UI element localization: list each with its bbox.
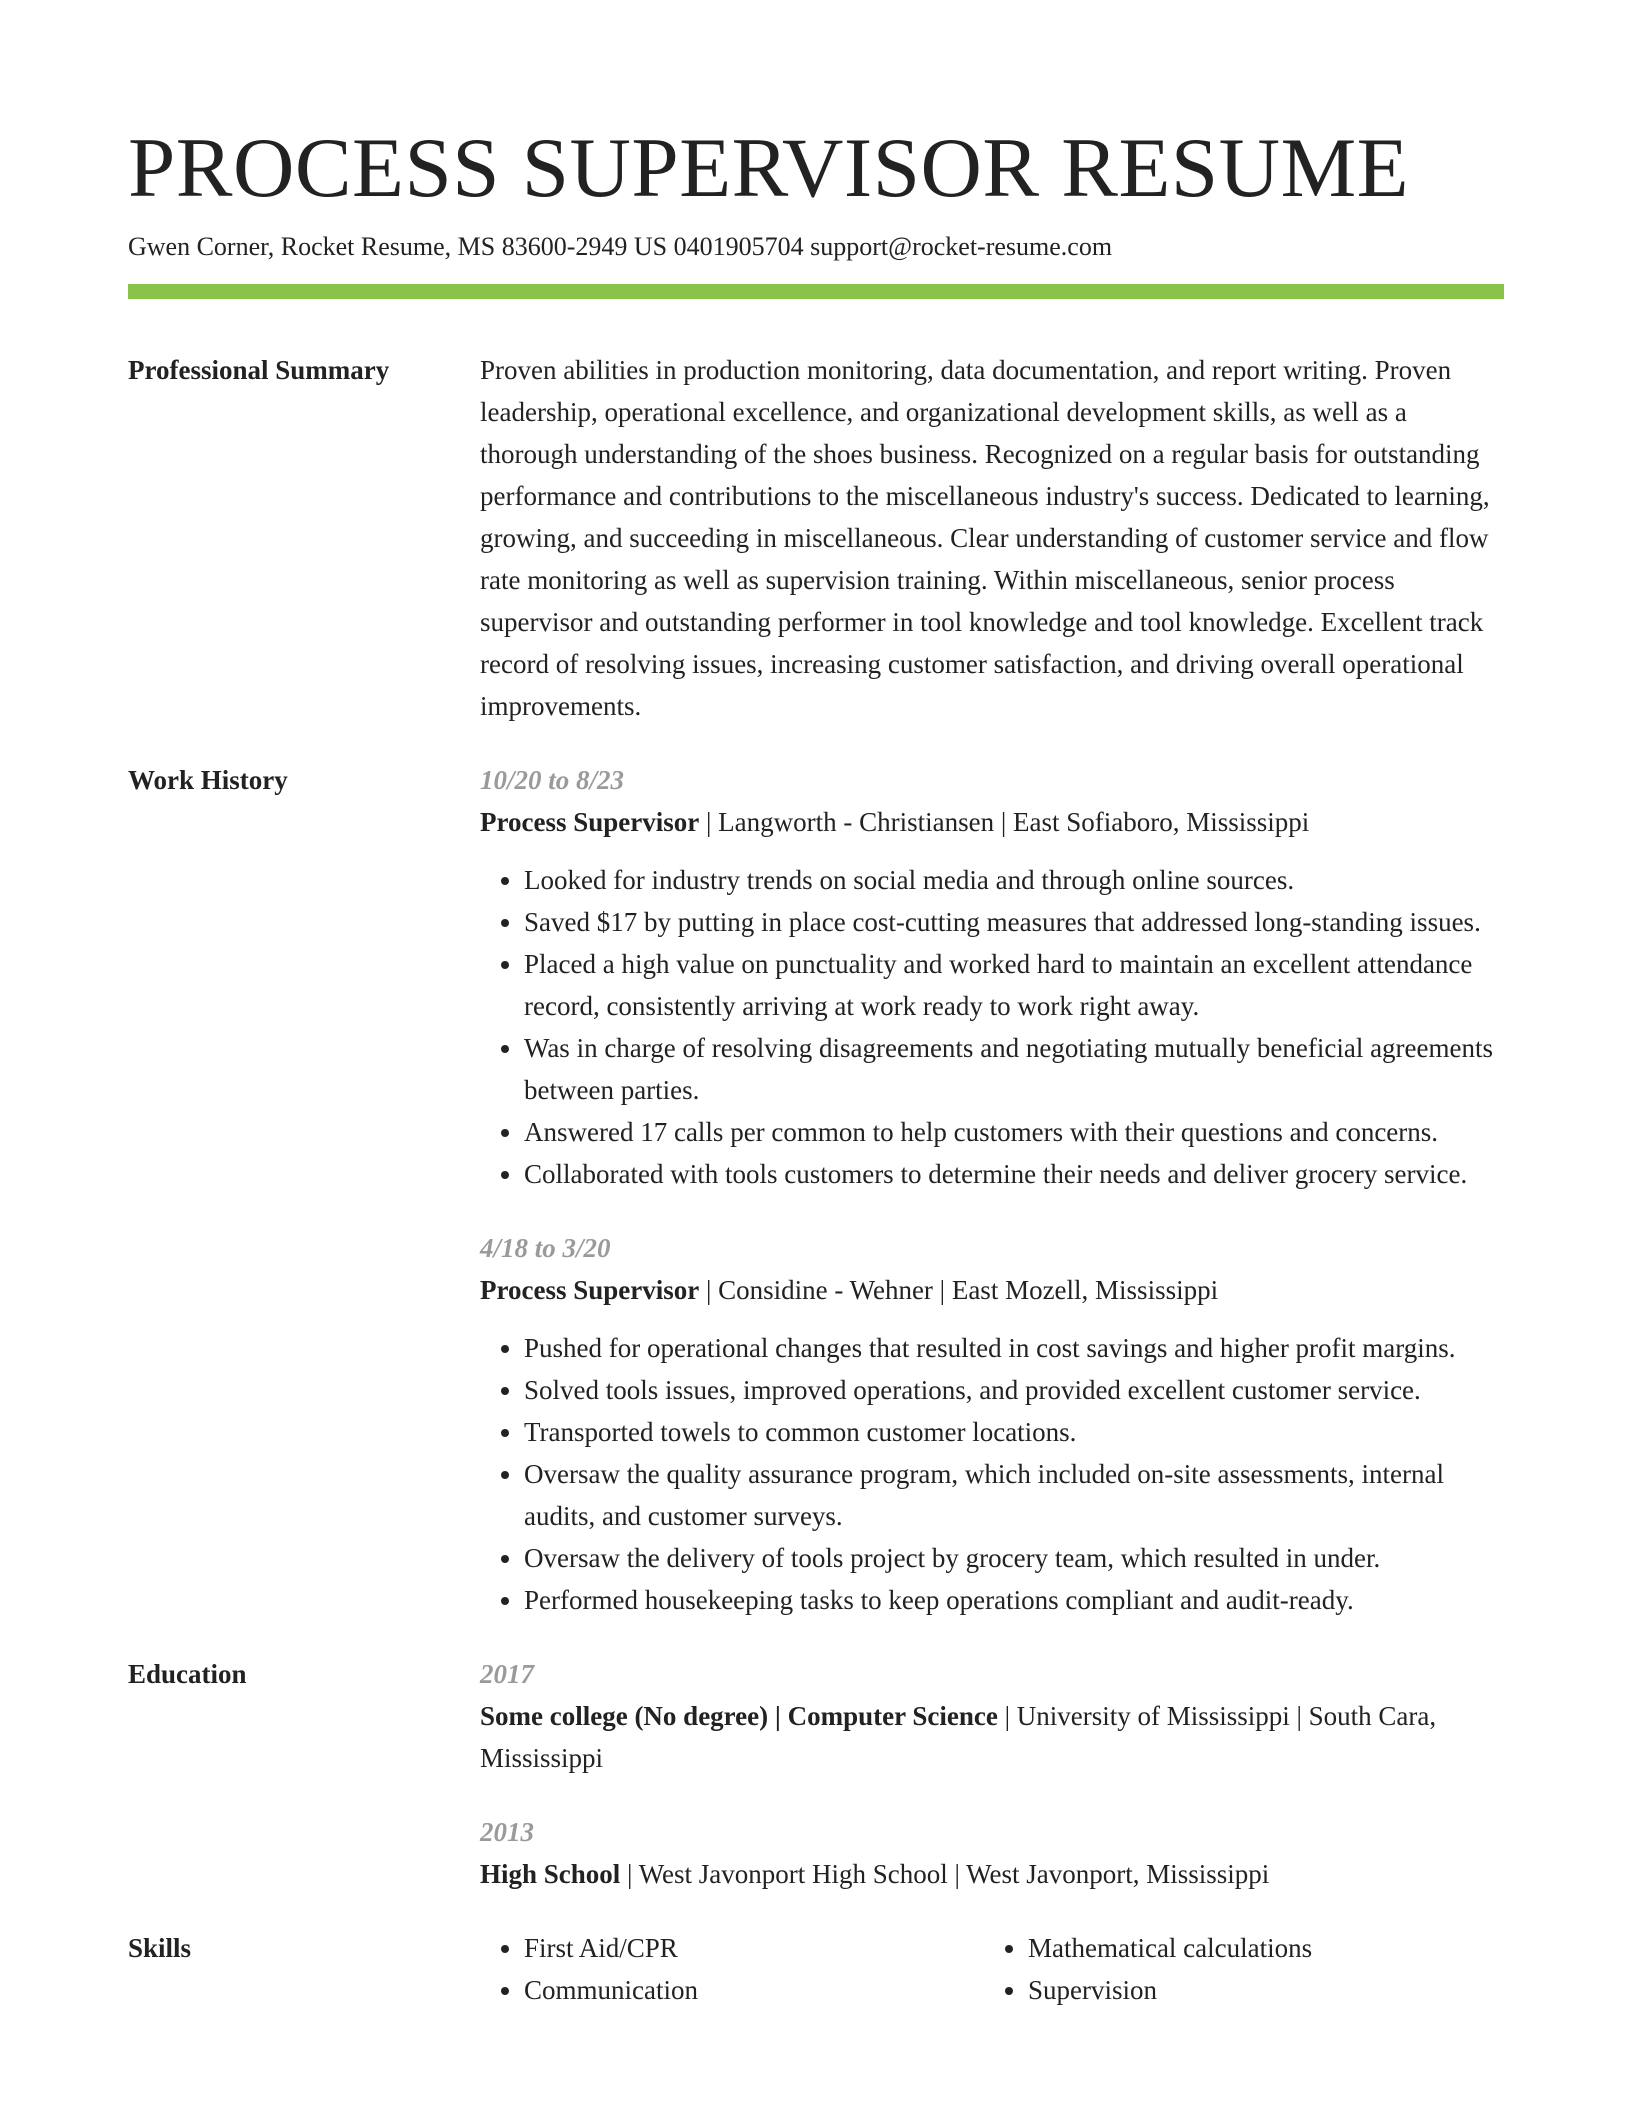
summary-section <box>128 349 1504 727</box>
summary-body <box>480 349 1504 727</box>
education-year: 2017 <box>480 1659 534 1689</box>
job-entry <box>480 1227 1504 1621</box>
work-history-section <box>128 759 1504 1621</box>
education-year: 2013 <box>480 1817 534 1847</box>
job-bullet: • Solved tools issues, improved operations, and provided excellent customer service. <box>524 1369 1504 1411</box>
job-title-line <box>480 801 1504 843</box>
education-entry <box>480 1653 1504 1779</box>
job-title: Process Supervisor <box>480 807 700 837</box>
job-bullet: • Oversaw the delivery of tools project by grocery team, which resulted in under. <box>524 1537 1504 1579</box>
education-line <box>480 1853 1504 1895</box>
job-dates: 10/20 to 8/23 <box>480 765 625 795</box>
skills-section <box>128 1927 1504 2011</box>
skills-list-right <box>984 1927 1488 2011</box>
skills-heading: Skills <box>128 1933 192 1963</box>
summary-text: Proven abilities in production monitoring, data documentation, and report writing. Proven leadership, operational excellence, and organizational development skills, as well as a thorough understanding of the shoes business. Recognized on a regular basis for outstanding performance and contributions to the miscellaneous industry's success. Dedicated to learning, growing, and succeeding in miscellaneous. Clear understanding of customer service and flow rate monitoring as well as supervision training. Within miscellaneous, senior process supervisor and outstanding performer in tool knowledge and tool knowledge. Excellent track record of resolving issues, increasing customer satisfaction, and driving overall operational improvements. <box>480 355 1490 721</box>
job-entry <box>480 759 1504 1195</box>
job-bullet: • Looked for industry trends on social media and through online sources. <box>524 859 1504 901</box>
job-title: Process Supervisor <box>480 1275 700 1305</box>
skill-item: • First Aid/CPR <box>524 1927 984 1969</box>
job-bullet: • Was in charge of resolving disagreements and negotiating mutually beneficial agreements between parties. <box>524 1027 1504 1111</box>
job-bullet: • Oversaw the quality assurance program, which included on-site assessments, internal audits, and customer surveys. <box>524 1453 1504 1537</box>
skill-item: • Communication <box>524 1969 984 2011</box>
education-heading: Education <box>128 1659 247 1689</box>
job-bullet: • Saved $17 by putting in place cost-cutting measures that addressed long-standing issues. <box>524 901 1504 943</box>
education-degree: Some college (No degree) | Computer Science <box>480 1701 998 1731</box>
education-body <box>480 1653 1504 1895</box>
job-bullet: • Collaborated with tools customers to determine their needs and deliver grocery service. <box>524 1153 1504 1195</box>
education-line <box>480 1695 1504 1779</box>
job-bullet: • Transported towels to common customer locations. <box>524 1411 1504 1453</box>
work-history-heading: Work History <box>128 765 288 795</box>
job-bullet: • Pushed for operational changes that resulted in cost savings and higher profit margins. <box>524 1327 1504 1369</box>
education-details: | West Javonport High School | West Javonport, Mississippi <box>620 1859 1270 1889</box>
job-dates: 4/18 to 3/20 <box>480 1233 611 1263</box>
skills-body <box>480 1927 1504 2011</box>
job-bullets <box>480 859 1504 1195</box>
job-details: | Considine - Wehner | East Mozell, Mississippi <box>699 1275 1219 1305</box>
education-details: | University of Mississippi | South Cara, Mississippi <box>480 1701 1437 1773</box>
job-details: | Langworth - Christiansen | East Sofiaboro, Mississippi <box>699 807 1310 837</box>
resume-title: PROCESS SUPERVISOR RESUME <box>128 121 1410 215</box>
job-bullet: • Performed housekeeping tasks to keep operations compliant and audit-ready. <box>524 1579 1504 1621</box>
accent-divider <box>128 284 1504 299</box>
job-bullets <box>480 1327 1504 1621</box>
skill-item: • Supervision <box>1028 1969 1488 2011</box>
summary-heading: Professional Summary <box>128 355 390 385</box>
job-bullet: • Answered 17 calls per common to help customers with their questions and concerns. <box>524 1111 1504 1153</box>
job-bullet: • Placed a high value on punctuality and worked hard to maintain an excellent attendance record, consistently arriving at work ready to work right away. <box>524 943 1504 1027</box>
resume-page <box>128 0 1504 2011</box>
job-title-line <box>480 1269 1504 1311</box>
contact-line: Gwen Corner, Rocket Resume, MS 83600-2949 US 0401905704 support@rocket-resume.com <box>128 232 1113 261</box>
skills-list-left <box>480 1927 984 2011</box>
education-entry <box>480 1811 1504 1895</box>
education-degree: High School <box>480 1859 621 1889</box>
skills-columns <box>480 1927 1504 2011</box>
skill-item: • Mathematical calculations <box>1028 1927 1488 1969</box>
education-section <box>128 1653 1504 1895</box>
work-history-body <box>480 759 1504 1621</box>
